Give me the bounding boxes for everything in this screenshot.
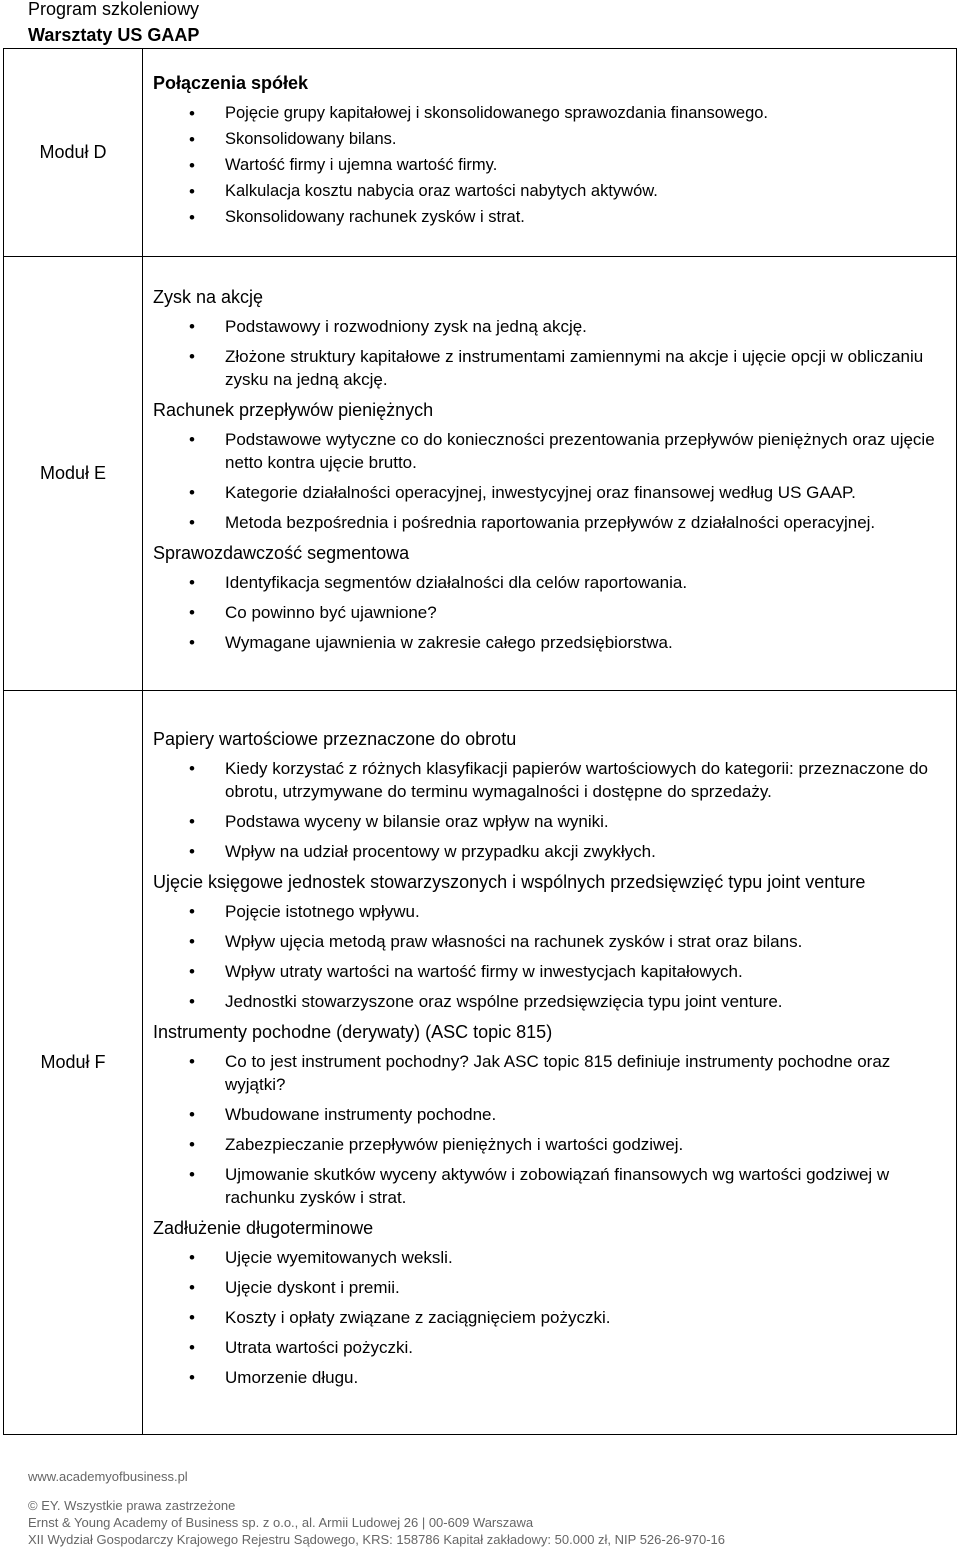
module-row-f [4,691,957,1435]
list-item: • Ujmowanie skutków wyceny aktywów i zobowiązań finansowych wg wartości godziwej w rachunku zysków i strat. [153,1163,946,1209]
section-title: Instrumenty pochodne (derywaty) (ASC topic 815) [153,1022,553,1042]
topic-list [153,101,946,230]
list-item: • Co powinno być ujawnione? [153,601,946,624]
list-item: • Skonsolidowany rachunek zysków i strat. [153,205,946,230]
section-title: Rachunek przepływów pieniężnych [153,399,434,420]
topic-list [153,315,946,391]
module-content [143,691,957,1435]
module-content [143,49,957,257]
course-title: Warsztaty US GAAP [28,25,200,45]
list-item: • Co to jest instrument pochodny? Jak ASC topic 815 definiuje instrumenty pochodne oraz wyjątki? [153,1050,946,1096]
list-item: • Koszty i opłaty związane z zaciągnięciem pożyczki. [153,1306,946,1329]
section-title: Papiery wartościowe przeznaczone do obrotu [153,729,517,749]
list-item: • Identyfikacja segmentów działalności dla celów raportowania. [153,571,946,594]
module-row-d [4,49,957,257]
list-item: • Metoda bezpośrednia i pośrednia raportowania przepływów z działalności operacyjnej. [153,511,946,534]
topic-list [153,1050,946,1209]
copyright-text: © EY. Wszystkie prawa zastrzeżone [28,1498,236,1513]
topic-list [153,428,946,534]
module-name: Moduł D [4,49,143,257]
module-name: Moduł F [4,691,143,1435]
program-table [3,48,957,1435]
list-item: • Jednostki stowarzyszone oraz wspólne przedsięwzięcia typu joint venture. [153,990,946,1013]
registry-info: XII Wydział Gospodarczy Krajowego Rejestru Sądowego, KRS: 158786 Kapitał zakładowy: 50.000 zł, NIP 526-26-970-16 [28,1532,725,1547]
list-item: • Podstawa wyceny w bilansie oraz wpływ na wyniki. [153,810,946,833]
list-item: • Wbudowane instrumenty pochodne. [153,1103,946,1126]
section-title: Połączenia spółek [153,73,309,93]
list-item: • Ujęcie dyskont i premii. [153,1276,946,1299]
list-item: • Wartość firmy i ujemna wartość firmy. [153,153,946,178]
section-title: Ujęcie księgowe jednostek stowarzyszonych i wspólnych przedsięwzięć typu joint venture [153,872,866,892]
topic-list [153,571,946,654]
list-item: • Kalkulacja kosztu nabycia oraz wartości nabytych aktywów. [153,179,946,204]
list-item: • Kategorie działalności operacyjnej, inwestycyjnej oraz finansowej według US GAAP. [153,481,946,504]
list-item: • Zabezpieczanie przepływów pieniężnych i wartości godziwej. [153,1133,946,1156]
list-item: • Pojęcie istotnego wpływu. [153,900,946,923]
list-item: • Wpływ na udział procentowy w przypadku akcji zwykłych. [153,840,946,863]
program-label: Program szkoleniowy [28,0,200,19]
module-row-e [4,257,957,691]
module-content [143,257,957,691]
list-item: • Wpływ ujęcia metodą praw własności na rachunek zysków i strat oraz bilans. [153,930,946,953]
list-item: • Podstawowe wytyczne co do konieczności prezentowania przepływów pieniężnych oraz ujęcie netto kontra ujęcie brutto. [153,428,946,474]
list-item: • Złożone struktury kapitałowe z instrumentami zamiennymi na akcje i ujęcie opcji w obliczaniu zysku na jedną akcję. [153,345,946,391]
section-title: Zadłużenie długoterminowe [153,1218,374,1238]
list-item: • Wymagane ujawnienia w zakresie całego przedsiębiorstwa. [153,631,946,654]
company-address: Ernst & Young Academy of Business sp. z o.o., al. Armii Ludowej 26 | 00-609 Warszawa [28,1515,534,1530]
topic-list [153,757,946,863]
list-item: • Utrata wartości pożyczki. [153,1336,946,1359]
list-item: • Wpływ utraty wartości na wartość firmy w inwestycjach kapitałowych. [153,960,946,983]
document-footer [28,1468,725,1548]
list-item: • Podstawowy i rozwodniony zysk na jedną akcję. [153,315,946,338]
list-item: • Kiedy korzystać z różnych klasyfikacji papierów wartościowych do kategorii: przeznaczone do obrotu, utrzymywane do terminu wymagalności i dostępne do sprzedaży. [153,757,946,803]
topic-list [153,1246,946,1389]
list-item: • Ujęcie wyemitowanych weksli. [153,1246,946,1269]
website-link[interactable]: www.academyofbusiness.pl [28,1469,188,1484]
section-title: Zysk na akcję [153,286,264,307]
list-item: • Umorzenie długu. [153,1366,946,1389]
list-item: • Skonsolidowany bilans. [153,127,946,152]
topic-list [153,900,946,1013]
module-name: Moduł E [4,257,143,691]
document-header [28,0,199,46]
section-title: Sprawozdawczość segmentowa [153,542,410,563]
list-item: • Pojęcie grupy kapitałowej i skonsolidowanego sprawozdania finansowego. [153,101,946,126]
